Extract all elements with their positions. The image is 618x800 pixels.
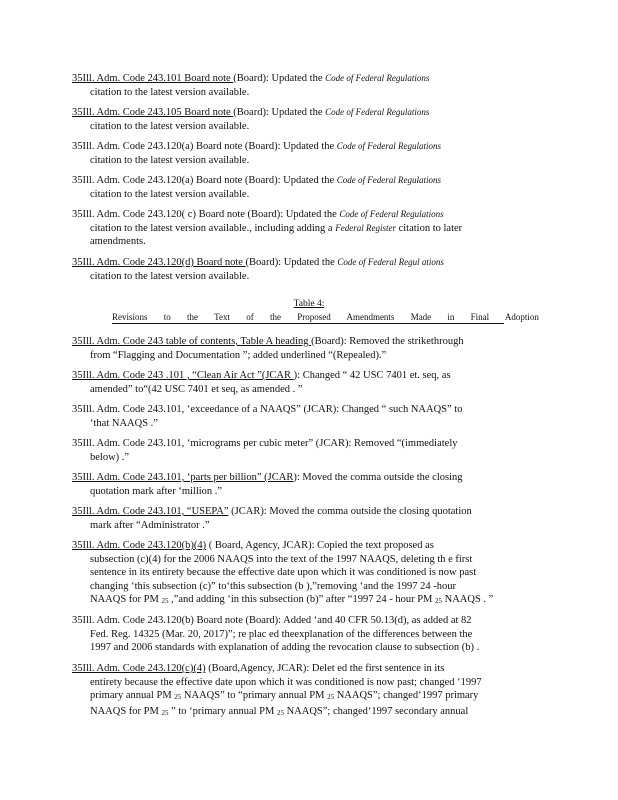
entry-text: amendments. (90, 236, 146, 247)
entry-text: mark after “Administrator .” (90, 519, 210, 531)
amendment-entry-243-101 (72, 72, 530, 99)
citation: 35Ill. Adm. Code 243.120(c)(4) (72, 663, 206, 674)
entry-text: amended” to“(42 USC 7401 et seq, as amended . ” (90, 383, 303, 395)
citation: 35Ill. Adm. Code 243.120(d) Board note (72, 257, 246, 268)
citation: 35Ill. Adm. Code 243 table of contents, Table A heading (72, 336, 312, 347)
entry-text: (Board,Agency, JCAR): Delet ed the first sentence in its (205, 663, 445, 674)
entry-text: from “Flagging and Documentation ”; added underlined “(Repealed).” (90, 349, 387, 361)
amendment-entry-243-120d (72, 256, 530, 283)
entry-text: citation to the latest version available. (90, 154, 250, 166)
subscript: 25 (327, 693, 335, 701)
entry-text: ‘that NAAQS .” (90, 417, 158, 429)
entry-text: (JCAR): Moved the comma outside the closing quotation (228, 506, 472, 517)
entry-text: 35Ill. Adm. Code 243.120(a) Board note (Board): Updated the (72, 175, 337, 186)
entry-text: entirety because the effective date upon which it was conditioned is now past; changed ‘1997 (90, 676, 482, 688)
citation: 35Ill. Adm. Code 243.120(b)(4) (72, 540, 207, 551)
entry-text: ,”and adding ‘in this subsection (b)” after “1997 24 - hour PM (168, 594, 435, 605)
cfr-title: Code of Federal Regulations (336, 141, 442, 151)
federal-register-title: Federal Register (335, 222, 396, 233)
entry-text: Fed. Reg. 14325 (Mar. 20, 2017)”; re plac ed theexplanation of the differences between the (90, 628, 473, 640)
entry-text: citation to the latest version available. (90, 270, 250, 282)
subscript: 25 (161, 597, 169, 605)
revision-entry-table-of-contents (72, 335, 530, 362)
subscript: 25 (174, 693, 182, 701)
entry-text: 35Ill. Adm. Code 243.120( c) Board note (Board): Updated the (72, 209, 340, 220)
entry-text: ( Board, Agency, JCAR): Copied the text proposed as (206, 540, 434, 551)
entry-text: ): Changed “ 42 USC 7401 et. seq, as (293, 370, 451, 381)
cfr-title: Code of Federal Regulations (336, 175, 442, 185)
entry-text: NAAQS” to “primary annual PM (181, 690, 328, 701)
revision-entry-243-120b4 (72, 539, 530, 609)
revision-entry-243-120c4 (72, 662, 530, 720)
subscript: 25 (435, 597, 442, 605)
entry-text: subsection (c)(4) for the 2006 NAAQS into the text of the 1997 NAAQS, deleting th e first (90, 553, 473, 565)
entry-text: (Board): Removed the strikethrough (311, 336, 464, 347)
amendment-entry-243-120a-1 (72, 140, 530, 167)
revision-entry-usepa (72, 505, 530, 532)
cfr-title: Code of Federal Regul ations (337, 257, 444, 267)
entry-text: NAAQS”; changed‘1997 primary (334, 690, 479, 701)
revision-entry-exceedance (72, 403, 530, 430)
entry-text: sentence in its entirety because the effective date upon which it was conditioned is now past (90, 567, 477, 578)
cfr-title: Code of Federal Regulations (339, 209, 444, 219)
revision-entry-micrograms (72, 437, 530, 464)
entry-text: citation to later (395, 222, 463, 234)
revision-entry-clean-air-act (72, 369, 530, 396)
revision-entry-parts-per-billion (72, 471, 530, 498)
subscript: 25 (161, 708, 169, 717)
citation: 35Ill. Adm. Code 243.105 Board note (72, 107, 234, 118)
entry-text: citation to the latest version available. (90, 188, 250, 200)
entry-text: 1997 and 2006 standards with explanation of adding the revocation clause to subsection (b) . (90, 642, 480, 653)
entry-text: 35Ill. Adm. Code 243.120(a) Board note (Board): Updated the (72, 141, 337, 152)
entry-text: below) .” (90, 451, 130, 463)
entry-text: 35Ill. Adm. Code 243.120(b) Board note (Board): Added ‘and 40 CFR 50.13(d), as added at 82 (72, 615, 472, 626)
entry-text: citation to the latest version available. (90, 86, 250, 98)
entry-text: quotation mark after ‘million .” (90, 485, 223, 497)
table-title (0, 298, 618, 310)
entry-text: NAAQS . ” (442, 594, 494, 605)
cfr-title: Code of Federal Regulations (325, 107, 430, 117)
entry-text: changing ‘this subsection (c)” to‘this subsection (b ),”removing ‘and the 1997 24 -hour (90, 580, 456, 592)
entry-text: citation to the latest version available., including adding a (90, 222, 336, 234)
entry-text: NAAQS for PM (90, 594, 162, 605)
table-caption: Revisions to the Text of the Proposed Amendments Made in Final Adoption (112, 312, 539, 322)
entry-text: citation to the latest version available. (90, 120, 250, 132)
citation: 35Ill. Adm. Code 243.101, “USEPA” (72, 506, 229, 517)
entry-text: NAAQS for PM (90, 705, 162, 717)
subscript: 25 (276, 708, 284, 717)
entry-text: (Board): Updated the (233, 73, 326, 84)
entry-text: 35Ill. Adm. Code 243.101, ‘micrograms per cubic meter” (JCAR): Removed “(immediately (72, 438, 458, 449)
entry-text: primary annual PM (90, 690, 175, 701)
citation: 35Ill. Adm. Code 243.101 Board note (72, 73, 234, 84)
entry-text: 35Ill. Adm. Code 243.101, ‘exceedance of a NAAQS” (JCAR): Changed “ such NAAQS” to (72, 404, 463, 415)
entry-text: NAAQS”; changed‘1997 secondary annual (283, 705, 469, 717)
entry-text: ): Moved the comma outside the closing (293, 472, 463, 483)
citation: 35Ill. Adm. Code 243 .101 , “Clean Air Act ”(JCAR (72, 370, 294, 381)
amendment-entry-243-120a-2 (72, 174, 530, 201)
entry-text: (Board): Updated the (245, 257, 338, 268)
amendment-entry-243-120c (72, 208, 530, 249)
revision-entry-243-120b (72, 614, 530, 655)
table-number: Table 4: (293, 299, 325, 309)
citation: 35Ill. Adm. Code 243.101, ‘parts per billion” (JCAR (72, 472, 294, 483)
amendment-entry-243-105 (72, 106, 530, 133)
cfr-title: Code of Federal Regulations (325, 73, 430, 83)
entry-text: (Board): Updated the (233, 107, 326, 118)
entry-text: ” to ‘primary annual PM (168, 705, 277, 717)
